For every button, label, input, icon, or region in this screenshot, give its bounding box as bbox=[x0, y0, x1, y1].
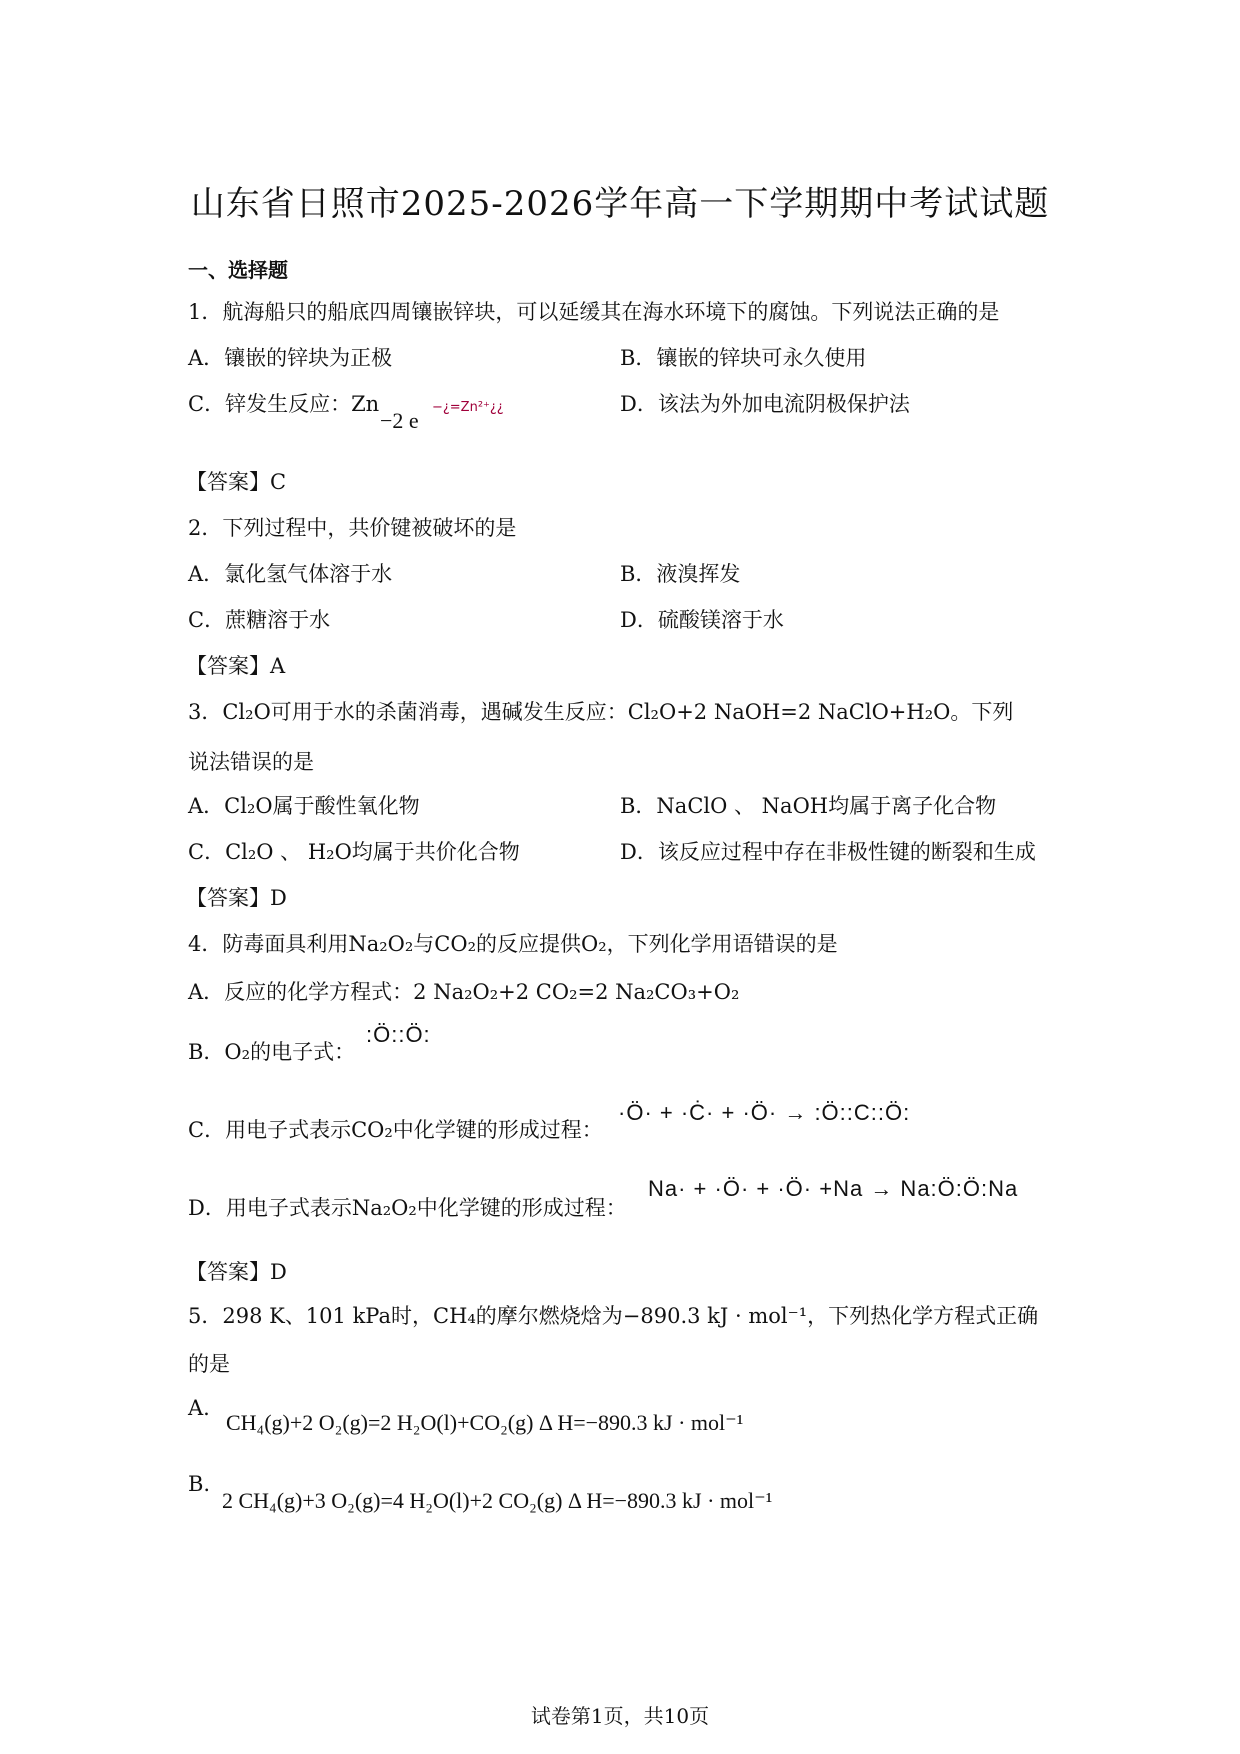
section-heading: 一、选择题 bbox=[188, 258, 288, 282]
question-4-option-d: D．用电子式表示Na₂O₂中化学键的形成过程： bbox=[188, 1196, 627, 1220]
question-4-option-b-formula: :Ö::Ö: bbox=[366, 1022, 431, 1047]
question-4-option-b: B．O₂的电子式： bbox=[188, 1040, 356, 1064]
question-1-option-d: D．该法为外加电流阴极保护法 bbox=[620, 392, 910, 416]
question-5-option-a-label: A. bbox=[188, 1396, 210, 1420]
question-4-stem: 4．防毒面具利用Na₂O₂与CO₂的反应提供O₂，下列化学用语错误的是 bbox=[188, 932, 838, 956]
question-1-option-c-garbled: −¿=Zn²⁺¿¿ bbox=[432, 400, 504, 415]
question-3-stem-line-2: 说法错误的是 bbox=[188, 750, 314, 774]
question-1-option-b: B．镶嵌的锌块可永久使用 bbox=[620, 346, 867, 370]
question-2-answer: 【答案】A bbox=[186, 654, 286, 678]
question-5-stem-line-1: 5．298 K、101 kPa时，CH₄的摩尔燃烧焓为−890.3 kJ · mol⁻¹，下列热化学方程式正确 bbox=[188, 1304, 1039, 1328]
question-2-option-c: C．蔗糖溶于水 bbox=[188, 608, 331, 632]
question-2-option-d: D．硫酸镁溶于水 bbox=[620, 608, 784, 632]
question-2-option-b: B．液溴挥发 bbox=[620, 562, 741, 586]
question-5-option-b-label: B. bbox=[188, 1472, 211, 1496]
question-3-option-b: B．NaClO 、 NaOH均属于离子化合物 bbox=[620, 794, 997, 818]
question-3-stem-line-1: 3．Cl₂O可用于水的杀菌消毒，遇碱发生反应：Cl₂O+2 NaOH=2 NaClO+H₂O。下列 bbox=[188, 700, 1014, 724]
question-1-answer: 【答案】C bbox=[186, 470, 287, 494]
question-5-option-a-formula: CH₄(g)+2 O₂(g)=2 H₂O(l)+CO₂(g) Δ H=−890.3 kJ · mol⁻¹ bbox=[226, 1410, 744, 1435]
question-4-option-a: A．反应的化学方程式：2 Na₂O₂+2 CO₂=2 Na₂CO₃+O₂ bbox=[188, 980, 740, 1004]
question-1-option-c: C．锌发生反应：Zn bbox=[188, 392, 380, 416]
question-2-stem: 2．下列过程中，共价键被破坏的是 bbox=[188, 516, 517, 540]
question-2-option-a: A．氯化氢气体溶于水 bbox=[188, 562, 393, 586]
question-5-option-b-formula: 2 CH₄(g)+3 O₂(g)=4 H₂O(l)+2 CO₂(g) Δ H=−890.3 kJ · mol⁻¹ bbox=[222, 1488, 773, 1513]
question-3-option-d: D．该反应过程中存在非极性键的断裂和生成 bbox=[620, 840, 1036, 864]
question-4-answer: 【答案】D bbox=[186, 1260, 287, 1284]
question-3-answer: 【答案】D bbox=[186, 886, 287, 910]
question-1-stem: 1．航海船只的船底四周镶嵌锌块，可以延缓其在海水环境下的腐蚀。下列说法正确的是 bbox=[188, 300, 1000, 324]
question-5-stem-line-2: 的是 bbox=[188, 1352, 230, 1376]
question-1-option-a: A．镶嵌的锌块为正极 bbox=[188, 346, 393, 370]
question-4-option-c: C．用电子式表示CO₂中化学键的形成过程： bbox=[188, 1118, 603, 1142]
question-3-option-c: C．Cl₂O 、 H₂O均属于共价化合物 bbox=[188, 840, 520, 864]
question-3-option-a: A．Cl₂O属于酸性氧化物 bbox=[188, 794, 420, 818]
page-footer: 试卷第1页，共10页 bbox=[530, 1704, 710, 1728]
page-title: 山东省日照市2025-2026学年高一下学期期中考试试题 bbox=[190, 184, 1050, 224]
question-4-option-c-formula: ·Ö· + ·Ċ· + ·Ö· → :Ö::C::Ö: bbox=[618, 1100, 911, 1125]
question-4-option-d-formula: Na· + ·Ö· + ·Ö· +Na → Na:Ö:Ö:Na bbox=[648, 1176, 1019, 1201]
question-1-option-c-formula: −2 e bbox=[380, 408, 419, 433]
